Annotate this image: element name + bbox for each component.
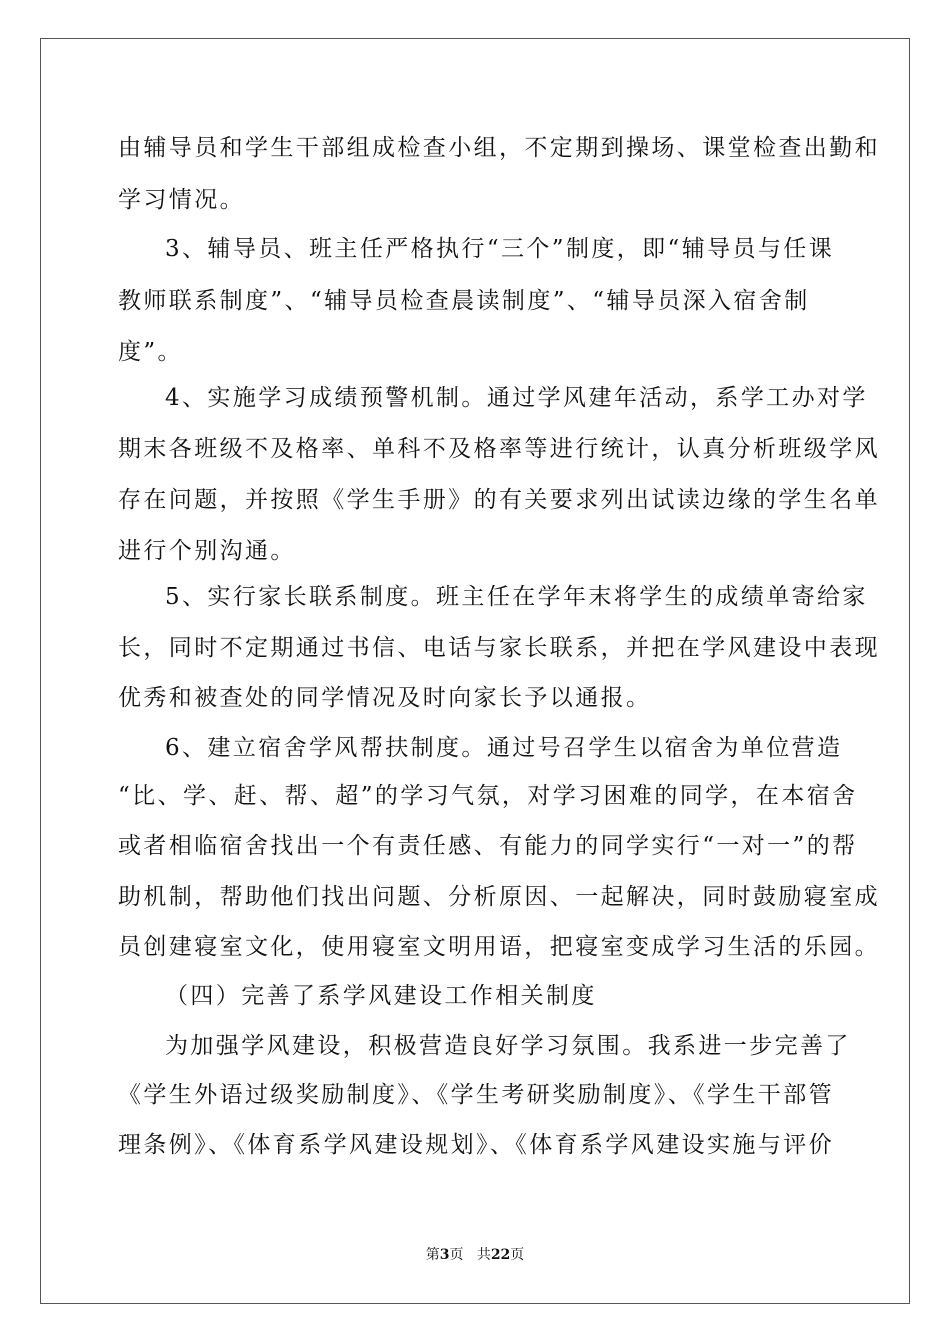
text-line: 教师联系制度”、“辅导员检查晨读制度”、“辅导员深入宿舍制 [118,288,810,314]
page-prefix: 第 [425,1247,440,1263]
text-line: 6、建立宿舍学风帮扶制度。通过号召学生以宿舍为单位营造 [165,735,843,761]
text-line: 存在问题，并按照《学生手册》的有关要求列出试读边缘的学生名单 [118,487,880,513]
text-line: “比、学、赶、帮、超”的学习气氛，对学习困难的同学，在本宿舍 [118,783,858,809]
total-suffix: 页 [510,1247,525,1263]
text-line: 员创建寝室文化，使用寝室文明用语，把寝室变成学习生活的乐园。 [118,934,880,960]
text-line: 度”。 [118,339,183,365]
text-line: 3、辅导员、班主任严格执行“三个”制度，即“辅导员与任课 [165,236,835,262]
text-line: 优秀和被查处的同学情况及时向家长予以通报。 [118,685,652,711]
page-footer [0,1246,950,1264]
total-prefix: 共 [476,1247,491,1263]
text-line: 期末各班级不及格率、单科不及格率等进行统计，认真分析班级学风 [118,436,880,462]
text-line: 进行个别沟通。 [118,538,296,564]
section-heading: （四）完善了系学风建设工作相关制度 [165,983,597,1009]
page-number: 3 [439,1247,450,1263]
text-line: 《学生外语过级奖励制度》、《学生考研奖励制度》、《学生干部管 [118,1082,834,1108]
text-line: 理条例》、《体育系学风建设规划》、《体育系学风建设实施与评价 [118,1132,834,1158]
text-line: 助机制，帮助他们找出问题、分析原因、一起解决，同时鼓励寝室成 [118,884,880,910]
text-line: 5、实行家长联系制度。班主任在学年末将学生的成绩单寄给家 [165,584,868,610]
text-line: 长，同时不定期通过书信、电话与家长联系，并把在学风建设中表现 [118,635,880,661]
text-line: 学习情况。 [118,187,245,213]
text-line: 为加强学风建设，积极营造良好学习氛围。我系进一步完善了 [165,1033,851,1059]
page-suffix: 页 [449,1247,464,1263]
total-pages: 22 [490,1247,511,1263]
text-line: 或者相临宿舍找出一个有责任感、有能力的同学实行“一对一”的帮 [118,833,858,859]
text-line: 4、实施学习成绩预警机制。通过学风建年活动，系学工办对学 [165,385,868,411]
text-line: 由辅导员和学生干部组成检查小组，不定期到操场、课堂检查出勤和 [118,135,880,161]
page-border [40,38,910,1304]
